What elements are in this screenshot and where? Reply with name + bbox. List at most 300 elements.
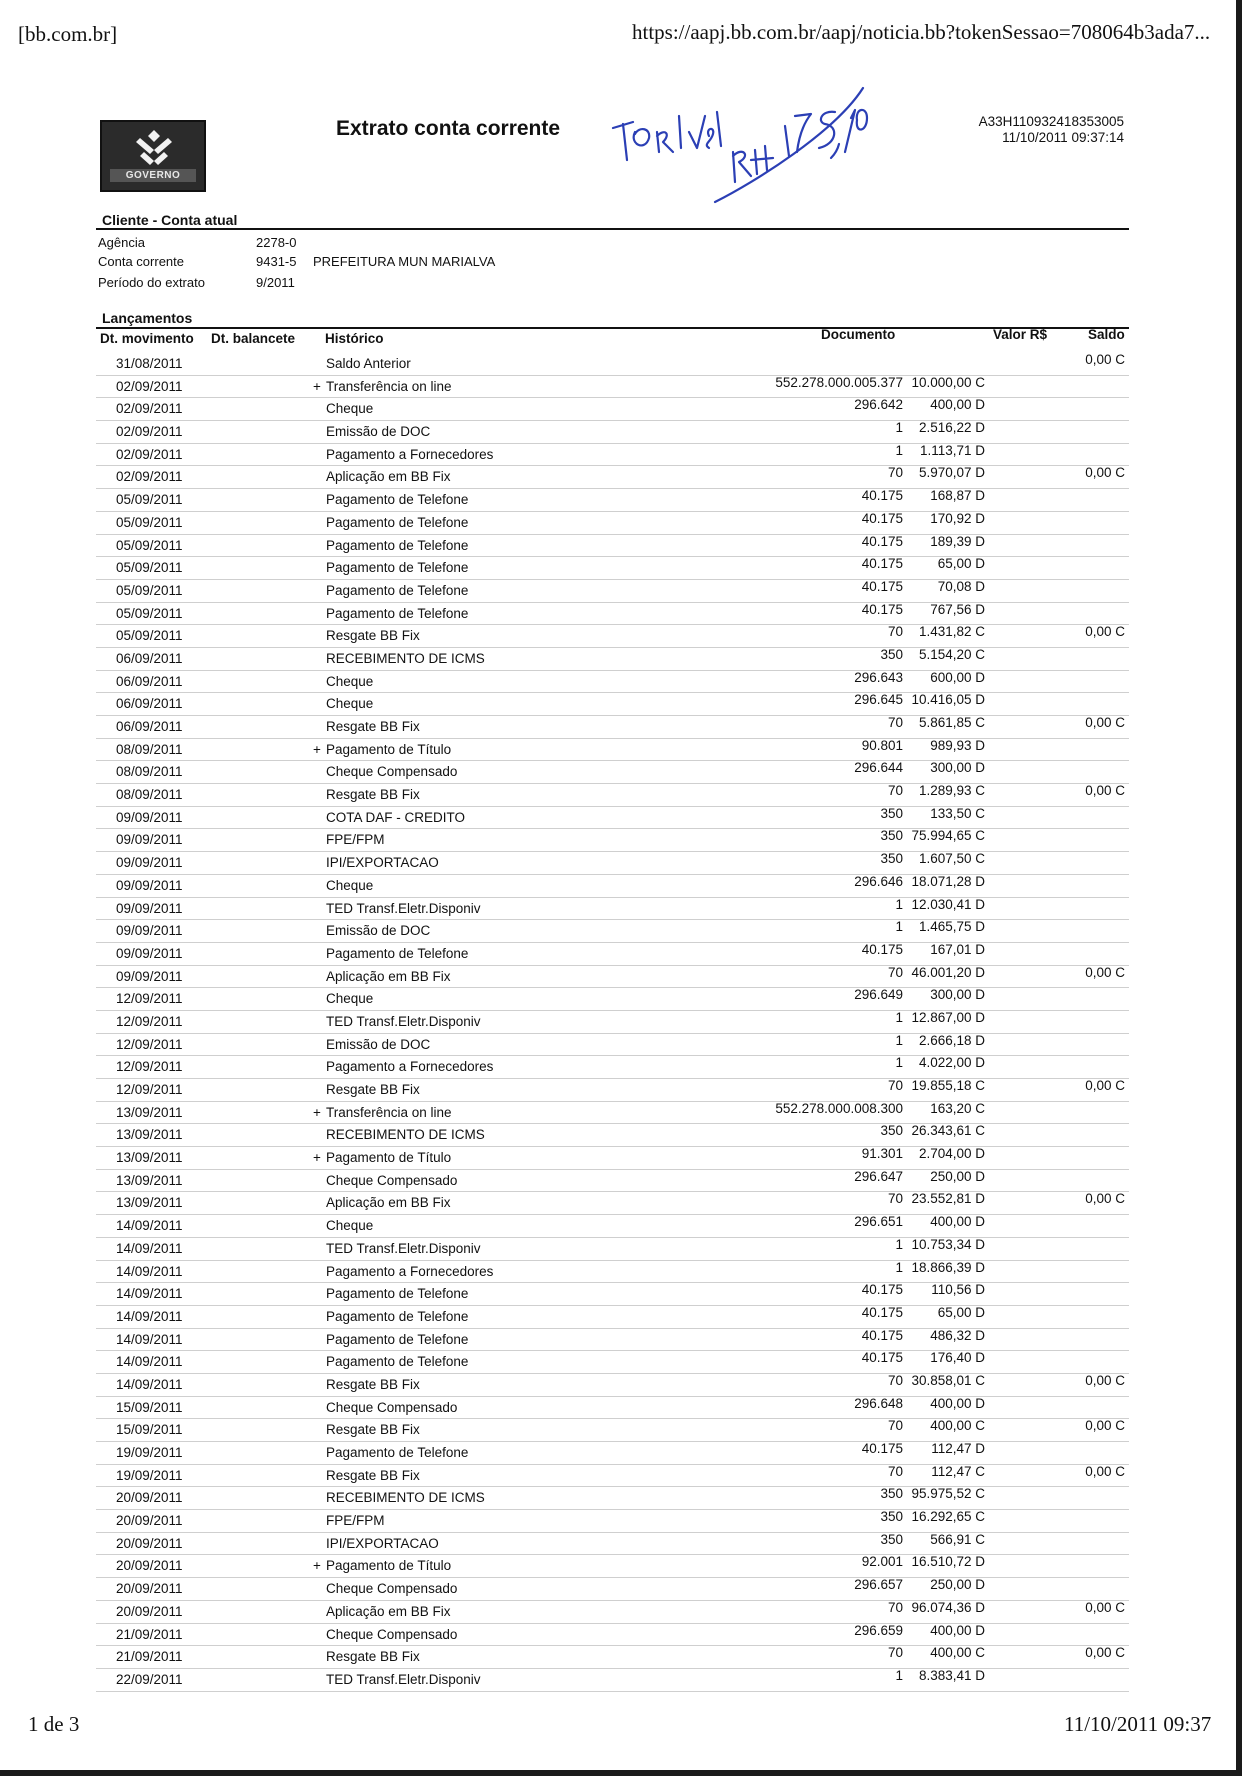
table-row (96, 898, 1129, 921)
cell-valor: 19.855,18 C (911, 1078, 985, 1093)
cell-date: 19/09/2011 (116, 1445, 183, 1460)
cell-date: 15/09/2011 (116, 1422, 183, 1438)
cell-historico: Resgate BB Fix (326, 628, 420, 644)
cell-valor: 400,00 C (930, 1418, 985, 1434)
cell-documento: 40.175 (861, 1282, 903, 1298)
cell-date: 13/09/2011 (116, 1195, 183, 1211)
cell-historico: Saldo Anterior (326, 356, 411, 371)
print-footer-datetime: 11/10/2011 09:37 (1064, 1712, 1212, 1736)
cell-date: 05/09/2011 (116, 537, 183, 553)
cell-date: 06/09/2011 (116, 696, 183, 712)
lancamentos-section-title: Lançamentos (102, 310, 193, 326)
cell-historico: Transferência on line (326, 378, 452, 394)
cell-date: 08/09/2011 (116, 741, 183, 757)
cell-historico: Pagamento de Telefone (326, 492, 469, 508)
cell-valor: 300,00 D (930, 987, 985, 1003)
cell-saldo: 0,00 C (1085, 1418, 1125, 1434)
cell-historico: Pagamento de Título (326, 741, 452, 757)
cell-valor: 70,08 D (937, 578, 985, 594)
cell-valor: 30.858,01 C (911, 1372, 985, 1388)
table-row (96, 625, 1129, 648)
cell-documento: 92.001 (861, 1554, 903, 1570)
cell-valor: 2.666,18 D (918, 1032, 985, 1048)
cell-valor: 250,00 D (930, 1577, 985, 1593)
cell-documento: 40.175 (861, 601, 903, 617)
cell-date: 14/09/2011 (116, 1263, 183, 1279)
table-row (96, 1102, 1129, 1125)
print-footer-page: 1 de 3 (28, 1712, 80, 1736)
cell-documento: 40.175 (861, 1327, 903, 1343)
cell-valor: 566,91 C (930, 1531, 985, 1547)
cell-valor: 400,00 D (930, 1395, 985, 1411)
cell-date: 06/09/2011 (116, 719, 183, 734)
cell-historico: Aplicação em BB Fix (326, 968, 451, 984)
table-row (96, 1056, 1129, 1079)
cell-valor: 8.383,41 D (918, 1667, 985, 1683)
cell-saldo: 0,00 C (1085, 1191, 1125, 1207)
cell-date: 09/09/2011 (116, 923, 183, 939)
header-saldo: Saldo (1088, 327, 1125, 342)
cell-documento: 1 (895, 1009, 903, 1025)
table-row (96, 784, 1129, 807)
cell-valor: 5.970,07 D (918, 465, 985, 481)
cell-documento: 70 (887, 1645, 903, 1661)
cell-valor: 96.074,36 D (911, 1599, 985, 1615)
cell-valor: 1.431,82 C (918, 624, 985, 640)
cell-date: 09/09/2011 (116, 809, 183, 825)
cell-saldo: 0,00 C (1085, 1463, 1125, 1479)
cell-documento: 40.175 (861, 578, 903, 594)
cell-date: 12/09/2011 (116, 991, 183, 1007)
cell-historico: Pagamento de Telefone (326, 1354, 469, 1370)
cell-documento: 296.647 (854, 1168, 903, 1184)
cell-historico: Resgate BB Fix (326, 1376, 420, 1392)
cell-documento: 70 (887, 1418, 903, 1434)
cell-saldo: 0,00 C (1085, 352, 1125, 367)
cell-valor: 112,47 D (931, 1441, 985, 1456)
cell-documento: 350 (880, 1486, 903, 1502)
cell-historico: FPE/FPM (326, 1513, 385, 1529)
cell-documento: 350 (880, 828, 903, 844)
cell-date: 22/09/2011 (116, 1671, 183, 1687)
cell-documento: 70 (887, 1191, 903, 1207)
cell-historico: Pagamento de Telefone (326, 605, 469, 621)
cell-historico: Cheque (326, 1218, 374, 1234)
cell-valor: 300,00 D (930, 760, 985, 776)
cell-documento: 40.175 (861, 1441, 903, 1456)
cell-valor: 1.113,71 D (919, 442, 985, 458)
cell-date: 12/09/2011 (116, 1059, 183, 1075)
print-header-site: [bb.com.br] (18, 22, 118, 46)
table-row (96, 398, 1129, 421)
cell-historico: Cheque (326, 991, 374, 1007)
cell-valor: 18.071,28 D (911, 873, 985, 889)
table-row (96, 1329, 1129, 1352)
table-row (96, 1487, 1129, 1510)
cell-date: 14/09/2011 (116, 1218, 183, 1234)
cell-valor: 1.289,93 C (918, 783, 985, 799)
page-title: Extrato conta corrente (336, 117, 561, 140)
cell-historico: Cheque Compensado (326, 1626, 458, 1642)
cell-saldo: 0,00 C (1085, 783, 1125, 799)
cell-date: 02/09/2011 (116, 424, 183, 440)
cell-saldo: 0,00 C (1085, 1645, 1125, 1661)
cell-documento: 91.301 (861, 1146, 903, 1162)
client-rule (96, 228, 1129, 230)
cell-date: 14/09/2011 (116, 1286, 183, 1302)
cell-saldo: 0,00 C (1085, 1078, 1125, 1093)
bank-logo (100, 120, 206, 192)
table-row (96, 466, 1129, 489)
cell-date: 09/09/2011 (116, 945, 183, 961)
header-valor: Valor R$ (993, 327, 1048, 342)
table-row (96, 1079, 1129, 1102)
cell-valor: 170,92 D (930, 510, 985, 526)
cell-valor: 10.000,00 C (911, 374, 985, 390)
cell-historico: Cheque (326, 877, 374, 893)
cell-historico: COTA DAF - CREDITO (326, 809, 466, 825)
cell-documento: 40.175 (861, 941, 903, 957)
transactions-table (96, 353, 1129, 1692)
cell-valor: 167,01 D (930, 941, 985, 957)
cell-date: 02/09/2011 (116, 401, 183, 417)
table-row (96, 1624, 1129, 1647)
cell-valor: 65,00 D (937, 1304, 985, 1320)
cell-date: 13/09/2011 (116, 1172, 183, 1188)
table-row (96, 1192, 1129, 1215)
table-row (96, 943, 1129, 966)
cell-valor: 46.001,20 D (911, 964, 985, 980)
cell-valor: 600,00 D (930, 669, 985, 685)
cell-documento: 296.657 (854, 1577, 903, 1593)
cell-documento: 1 (895, 442, 903, 458)
cell-historico: Pagamento de Título (326, 1150, 452, 1166)
cell-historico: Pagamento de Telefone (326, 1286, 469, 1302)
cell-valor: 10.753,34 D (911, 1236, 985, 1252)
cell-date: 12/09/2011 (116, 1013, 183, 1029)
doc-datetime: 11/10/2011 09:37:14 (1002, 130, 1124, 145)
cell-valor: 5.154,20 C (918, 646, 985, 662)
cell-historico: Resgate BB Fix (326, 1467, 420, 1483)
cell-valor: 2.704,00 D (918, 1146, 985, 1162)
cell-date: 12/09/2011 (116, 1082, 183, 1097)
cell-date: 08/09/2011 (116, 787, 183, 803)
table-row (96, 1601, 1129, 1624)
table-row (96, 739, 1129, 762)
table-row (96, 444, 1129, 467)
cell-historico: Pagamento a Fornecedores (326, 446, 494, 462)
cell-documento: 70 (887, 783, 903, 799)
cell-historico: Cheque (326, 696, 374, 712)
cell-documento: 350 (880, 1123, 903, 1139)
cell-historico: Pagamento de Telefone (326, 1445, 469, 1460)
cell-valor: 16.510,72 D (911, 1554, 985, 1570)
cell-valor: 1.465,75 D (918, 919, 985, 935)
table-row (96, 1442, 1129, 1465)
cell-valor: 112,47 C (931, 1463, 985, 1479)
table-row (96, 829, 1129, 852)
cell-historico: TED Transf.Eletr.Disponiv (326, 1240, 481, 1256)
cell-date: 21/09/2011 (116, 1626, 183, 1642)
table-row (96, 353, 1129, 376)
cell-date: 02/09/2011 (116, 378, 183, 394)
cell-date: 15/09/2011 (116, 1399, 183, 1415)
lancamentos-rule (96, 327, 1129, 329)
doc-code: A33H110932418353005 (978, 114, 1124, 129)
cell-historico: Cheque Compensado (326, 764, 458, 780)
cell-historico: TED Transf.Eletr.Disponiv (326, 900, 481, 916)
cell-documento: 1 (895, 1667, 903, 1683)
cell-documento: 70 (887, 715, 903, 730)
cell-saldo: 0,00 C (1085, 624, 1125, 640)
cell-documento: 1 (895, 1032, 903, 1048)
table-row (96, 1419, 1129, 1442)
cell-date: 05/09/2011 (116, 628, 183, 644)
header-historico: Histórico (325, 331, 384, 346)
conta-name: PREFEITURA MUN MARIALVA (313, 254, 496, 269)
table-row (96, 761, 1129, 784)
cell-historico: FPE/FPM (326, 832, 385, 848)
periodo-value: 9/2011 (256, 275, 295, 290)
cell-documento: 70 (887, 624, 903, 640)
cell-documento: 40.175 (861, 1350, 903, 1366)
cell-historico: Emissão de DOC (326, 1036, 431, 1052)
cell-documento: 296.645 (854, 692, 903, 708)
table-row (96, 1465, 1129, 1488)
cell-historico: Resgate BB Fix (326, 1422, 420, 1438)
table-row (96, 557, 1129, 580)
cell-date: 21/09/2011 (116, 1649, 183, 1665)
cell-date: 02/09/2011 (116, 446, 183, 462)
cell-valor: 12.867,00 D (911, 1009, 985, 1025)
logo-text: GOVERNO (110, 169, 196, 182)
cell-documento: 1 (895, 896, 903, 912)
cell-expand-marker[interactable]: + (313, 741, 321, 757)
cell-documento: 40.175 (861, 533, 903, 549)
table-row (96, 1170, 1129, 1193)
cell-documento: 296.659 (854, 1622, 903, 1638)
cell-valor: 23.552,81 D (911, 1191, 985, 1207)
cell-historico: Aplicação em BB Fix (326, 469, 451, 485)
cell-documento: 552.278.000.005.377 (775, 374, 903, 390)
cell-documento: 296.643 (854, 669, 903, 685)
agencia-value: 2278-0 (256, 235, 297, 250)
cell-saldo: 0,00 C (1085, 1372, 1125, 1388)
cell-date: 14/09/2011 (116, 1376, 183, 1392)
cell-valor: 1.607,50 C (918, 851, 985, 867)
cell-date: 12/09/2011 (116, 1036, 183, 1052)
cell-documento: 296.644 (854, 760, 903, 776)
cell-date: 08/09/2011 (116, 764, 183, 780)
cell-historico: Emissão de DOC (326, 923, 431, 939)
cell-historico: Resgate BB Fix (326, 1082, 420, 1097)
table-row (96, 1646, 1129, 1669)
cell-date: 20/09/2011 (116, 1603, 183, 1619)
cell-documento: 552.278.000.008.300 (775, 1100, 903, 1116)
table-row (96, 1283, 1129, 1306)
table-row (96, 603, 1129, 626)
cell-documento: 40.175 (861, 1304, 903, 1320)
cell-date: 02/09/2011 (116, 469, 183, 485)
table-row (96, 807, 1129, 830)
cell-valor: 250,00 D (930, 1168, 985, 1184)
cell-historico: Pagamento de Telefone (326, 514, 469, 530)
cell-valor: 110,56 D (931, 1282, 985, 1298)
cell-documento: 70 (887, 1599, 903, 1615)
cell-date: 13/09/2011 (116, 1127, 183, 1143)
agencia-label: Agência (98, 235, 145, 250)
cell-historico: IPI/EXPORTACAO (326, 855, 439, 871)
cell-documento: 350 (880, 1531, 903, 1547)
cell-historico: Pagamento a Fornecedores (326, 1059, 494, 1075)
table-row (96, 421, 1129, 444)
cell-historico: TED Transf.Eletr.Disponiv (326, 1671, 481, 1687)
cell-valor: 65,00 D (937, 556, 985, 572)
cell-documento: 90.801 (861, 737, 903, 753)
table-row (96, 1124, 1129, 1147)
cell-historico: Pagamento de Telefone (326, 537, 469, 553)
cell-documento: 350 (880, 851, 903, 867)
cell-date: 05/09/2011 (116, 560, 183, 576)
cell-historico: Pagamento de Telefone (326, 560, 469, 576)
cell-historico: Cheque Compensado (326, 1172, 458, 1188)
cell-date: 13/09/2011 (116, 1104, 183, 1120)
table-row (96, 1351, 1129, 1374)
table-row (96, 1215, 1129, 1238)
cell-valor: 18.866,39 D (911, 1259, 985, 1275)
cell-date: 19/09/2011 (116, 1467, 183, 1483)
cell-saldo: 0,00 C (1085, 465, 1125, 481)
cell-valor: 989,93 D (930, 737, 985, 753)
cell-valor: 5.861,85 C (918, 715, 985, 730)
cell-documento: 350 (880, 1509, 903, 1525)
table-row (96, 1238, 1129, 1261)
cell-valor: 10.416,05 D (911, 692, 985, 708)
cell-date: 09/09/2011 (116, 855, 183, 871)
table-row (96, 875, 1129, 898)
cell-date: 05/09/2011 (116, 582, 183, 598)
cell-documento: 1 (895, 420, 903, 436)
cell-historico: Aplicação em BB Fix (326, 1603, 451, 1619)
cell-documento: 70 (887, 1078, 903, 1093)
bb-symbol-icon (130, 128, 178, 168)
cell-historico: Cheque (326, 673, 374, 689)
cell-date: 06/09/2011 (116, 650, 183, 666)
table-row (96, 376, 1129, 399)
table-row (96, 1147, 1129, 1170)
cell-valor: 400,00 D (930, 1622, 985, 1638)
cell-documento: 296.646 (854, 873, 903, 889)
cell-documento: 1 (895, 1055, 903, 1071)
cell-valor: 4.022,00 D (918, 1055, 985, 1071)
table-row (96, 1533, 1129, 1556)
cell-date: 09/09/2011 (116, 900, 183, 916)
cell-historico: Emissão de DOC (326, 424, 431, 440)
conta-label: Conta corrente (98, 254, 184, 269)
cell-documento: 296.649 (854, 987, 903, 1003)
cell-documento: 296.648 (854, 1395, 903, 1411)
cell-date: 20/09/2011 (116, 1513, 183, 1529)
cell-historico: IPI/EXPORTACAO (326, 1535, 439, 1551)
cell-expand-marker[interactable]: + (313, 1104, 321, 1120)
cell-documento: 1 (895, 919, 903, 935)
table-row (96, 1306, 1129, 1329)
cell-expand-marker[interactable]: + (313, 1150, 321, 1166)
cell-historico: Pagamento de Telefone (326, 1308, 469, 1324)
cell-valor: 486,32 D (930, 1327, 985, 1343)
cell-documento: 296.642 (854, 397, 903, 413)
cell-valor: 2.516,22 D (918, 420, 985, 436)
cell-date: 20/09/2011 (116, 1581, 183, 1597)
table-row (96, 1261, 1129, 1284)
cell-historico: RECEBIMENTO DE ICMS (326, 1127, 485, 1143)
cell-historico: Cheque (326, 401, 374, 417)
cell-valor: 26.343,61 C (911, 1123, 985, 1139)
cell-date: 14/09/2011 (116, 1308, 183, 1324)
handwritten-annotation (605, 52, 875, 212)
cell-documento: 1 (895, 1236, 903, 1252)
table-row (96, 489, 1129, 512)
cell-date: 14/09/2011 (116, 1331, 183, 1347)
cell-date: 05/09/2011 (116, 514, 183, 530)
table-row (96, 535, 1129, 558)
conta-value: 9431-5 (256, 254, 297, 269)
header-documento: Documento (821, 327, 896, 342)
cell-valor: 133,50 C (930, 805, 985, 821)
cell-expand-marker[interactable]: + (313, 1558, 321, 1574)
cell-documento: 296.651 (854, 1214, 903, 1230)
cell-date: 14/09/2011 (116, 1354, 183, 1370)
cell-date: 20/09/2011 (116, 1490, 183, 1506)
cell-historico: Pagamento a Fornecedores (326, 1263, 494, 1279)
cell-valor: 75.994,65 C (911, 828, 985, 844)
cell-historico: Pagamento de Título (326, 1558, 452, 1574)
cell-expand-marker[interactable]: + (313, 378, 321, 394)
table-row (96, 920, 1129, 943)
cell-valor: 400,00 D (930, 397, 985, 413)
cell-date: 20/09/2011 (116, 1535, 183, 1551)
table-row (96, 988, 1129, 1011)
cell-saldo: 0,00 C (1085, 715, 1125, 730)
cell-date: 13/09/2011 (116, 1150, 183, 1166)
cell-date: 31/08/2011 (116, 356, 183, 371)
table-row (96, 852, 1129, 875)
table-row (96, 671, 1129, 694)
cell-valor: 400,00 D (930, 1214, 985, 1230)
table-row (96, 1397, 1129, 1420)
cell-documento: 350 (880, 646, 903, 662)
cell-historico: Resgate BB Fix (326, 1649, 420, 1665)
cell-valor: 176,40 D (930, 1350, 985, 1366)
cell-valor: 163,20 C (930, 1100, 985, 1116)
cell-historico: Transferência on line (326, 1104, 452, 1120)
cell-date: 20/09/2011 (116, 1558, 183, 1574)
table-row (96, 716, 1129, 739)
cell-valor: 95.975,52 C (911, 1486, 985, 1502)
cell-saldo: 0,00 C (1085, 1599, 1125, 1615)
table-row (96, 693, 1129, 716)
cell-date: 09/09/2011 (116, 877, 183, 893)
cell-valor: 400,00 C (930, 1645, 985, 1661)
cell-valor: 12.030,41 D (911, 896, 985, 912)
table-row (96, 512, 1129, 535)
cell-date: 09/09/2011 (116, 968, 183, 984)
table-row (96, 1510, 1129, 1533)
cell-documento: 70 (887, 465, 903, 481)
cell-documento: 40.175 (861, 510, 903, 526)
header-dt-movimento: Dt. movimento (100, 331, 194, 346)
cell-historico: Aplicação em BB Fix (326, 1195, 451, 1211)
